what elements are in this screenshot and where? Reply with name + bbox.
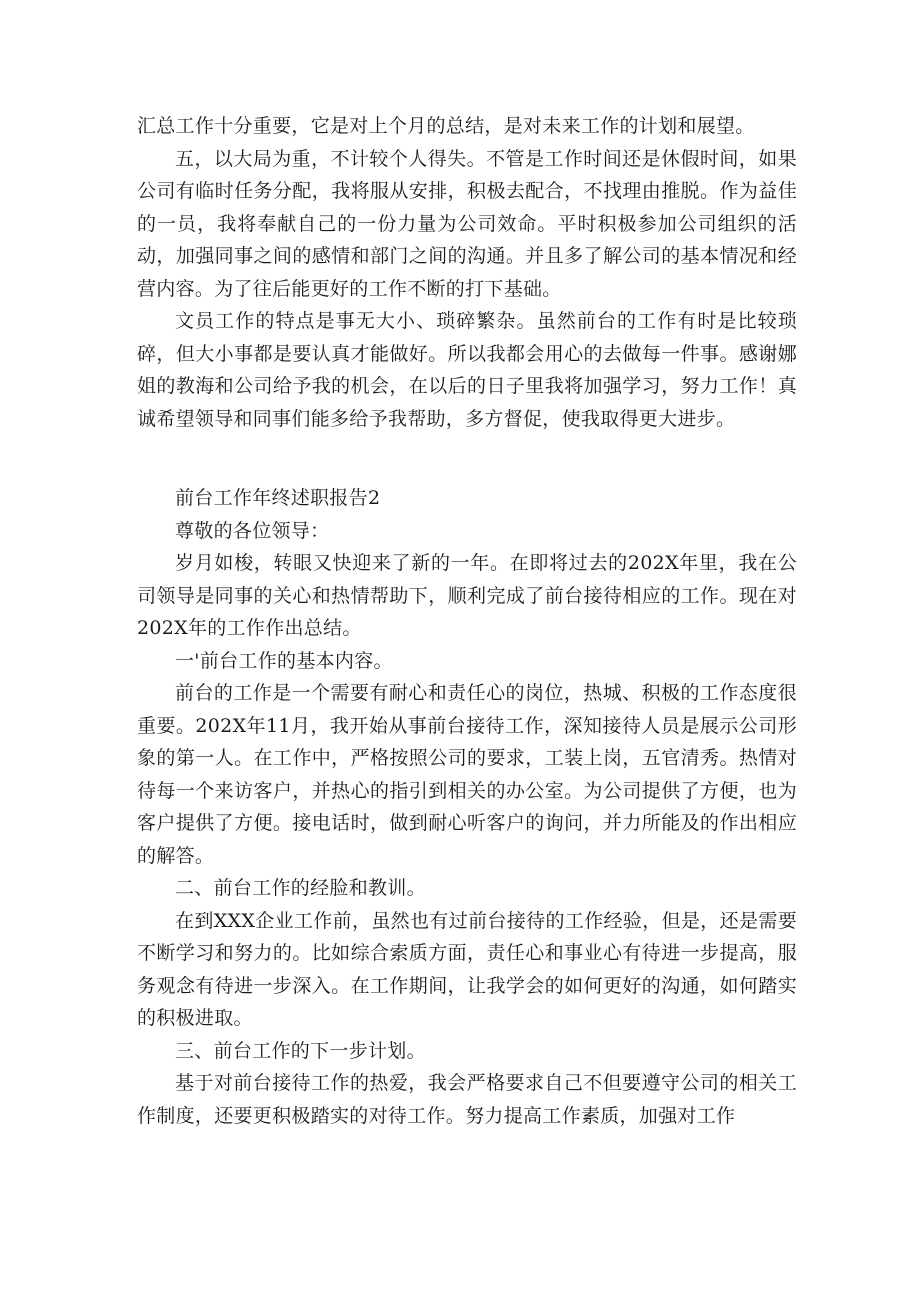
report-title: 前台工作年终述职报告2	[175, 487, 381, 509]
paragraph-intro: 岁月如梭，转眼又快迎来了新的一年。在即将过去的202X年里，我在公司领导是同事的关心和热情帮助下，顺利完成了前台接待相应的工作。现在对202X年的工作作出总结。	[137, 552, 797, 639]
heading-experience: 二、前台工作的经脸和教训。	[175, 877, 426, 899]
heading-next-plan: 三、前台工作的下一步计划。	[175, 1039, 426, 1062]
greeting: 尊敬的各位领导：	[175, 519, 330, 542]
paragraph-point-five: 五，以大局为重，不计较个人得失。不管是工作时间还是休假时间，如果公司有临时任务分配，我将服从安排，积极去配合，不找理由推脱。作为益佳的一员，我将奉献自己的一份力量为公司效命。平时积极参加公司组织的活动，加强同事之间的感情和部门之间的沟通。并且多了解公司的基本情况和经营内容。为了往后能更好的工作不断的打下基础。	[137, 147, 797, 300]
section-report-2	[137, 482, 797, 1132]
paragraph-experience: 在到XXX企业工作前，虽然也有过前台接待的工作经验，但是，还是需要不断学习和努力的。比如综合索质方面，责任心和事业心有待进一步提高，服务观念有待进一步深入。在工作期间，让我学会的如何更好的沟通，如何踏实的积极进取。	[137, 909, 797, 1029]
paragraph-closing: 文员工作的特点是事无大小、琐碎繁杂。虽然前台的工作有时是比较琐碎，但大小事都是要认真才能做好。所以我都会用心的去做每一件事。感谢娜姐的教海和公司给予我的机会，在以后的日子里我将加强学习，努力工作！真诚希望领导和同事们能多给予我帮助，多方督促，使我取得更大进步。	[137, 310, 797, 430]
paragraph-continuation: 汇总工作十分重要，它是对上个月的总结，是对未来工作的计划和展望。	[137, 115, 755, 137]
section-previous-report	[137, 110, 797, 435]
paragraph-next-plan: 基于对前台接待工作的热爱，我会严格要求自己不但要遵守公司的相关工作制度，还要更积极踏实的对待工作。努力提高工作素质，加强对工作	[137, 1072, 797, 1127]
paragraph-basic-content: 前台的工作是一个需要有耐心和责任心的岗位，热城、积极的工作态度很重要。202X年11月，我开始从事前台接待工作，深知接待人员是展示公司形象的第一人。在工作中，严格按照公司的要求，工装上岗，五官清秀。热情对待每一个来访客户，并热心的指引到相关的办公室。为公司提供了方便，也为客户提供了方便。接电话时，做到耐心听客户的询问，并力所能及的作出相应的解答。	[137, 682, 797, 867]
heading-basic-content: 一'前台工作的基本内容。	[175, 649, 393, 672]
